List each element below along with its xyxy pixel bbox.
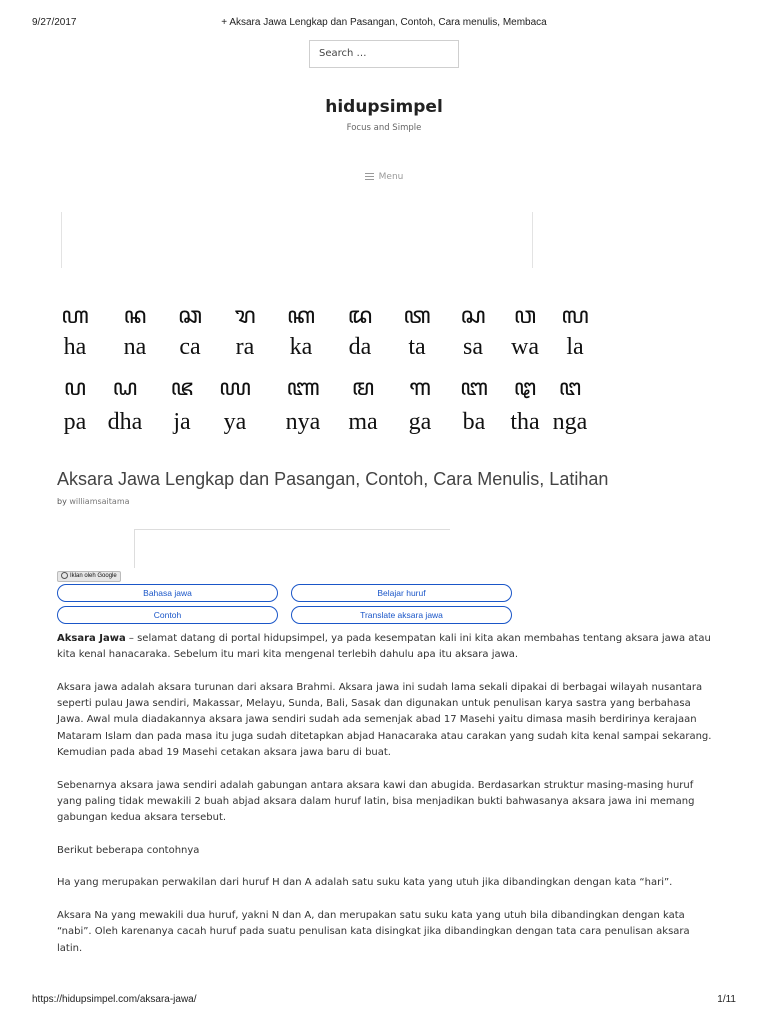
paragraph: Ha yang merupakan perwakilan dari huruf H dan A adalah satu suku kata yang utuh jika dibandingkan dengan kata “hari”. <box>57 877 673 889</box>
post-title: Aksara Jawa Lengkap dan Pasangan, Contoh, Cara Menulis, Latihan <box>57 469 609 489</box>
aksara-glyph: ꦏ <box>286 303 316 329</box>
lead-term: Aksara Jawa <box>57 633 126 644</box>
ad-frame-right-edge <box>532 212 533 268</box>
aksara-glyph: ꦭ <box>561 303 589 329</box>
aksara-latin-label: ga <box>408 409 432 435</box>
print-footer <box>32 994 736 1008</box>
aksara-latin-label: ta <box>408 334 426 360</box>
article-content <box>57 631 717 973</box>
aksara-glyph: ꦩ <box>351 375 375 401</box>
aksara-latin-label: pa <box>63 409 87 435</box>
print-doc-title: + Aksara Jawa Lengkap dan Pasangan, Contoh, Cara menulis, Membaca <box>221 17 547 28</box>
aksara-latin-label: nya <box>285 409 321 435</box>
byline <box>57 497 130 506</box>
ad-slot <box>134 529 450 568</box>
aksara-glyph: ꦥ <box>63 375 87 401</box>
aksara-latin-label: wa <box>511 334 539 360</box>
menu-toggle[interactable] <box>0 171 768 182</box>
print-page-number: 1/11 <box>717 994 736 1005</box>
menu-label: Menu <box>378 172 404 182</box>
ad-label[interactable] <box>57 571 121 582</box>
aksara-glyph: ꦢ <box>347 303 373 329</box>
ad-link-button[interactable]: Belajar huruf <box>291 584 512 602</box>
aksara-glyph: ꦠ <box>403 303 431 329</box>
info-icon <box>61 572 68 579</box>
byline-prefix: by <box>57 497 67 506</box>
aksara-latin-label: nga <box>552 409 588 435</box>
aksara-glyph: ꦗ <box>170 375 194 401</box>
aksara-latin-label: ka <box>289 334 313 360</box>
paragraph: Aksara Na yang mewakili dua huruf, yakni N dan A, dan merupakan satu suku kata yang utuh bila dibandingkan dengan kata “nabi”. Oleh karenanya cacah huruf pada suatu penulisan kata disingkat jika dibandingkan dengan tata cara penulisan aksara latin. <box>57 910 690 954</box>
aksara-latin-label: ja <box>173 409 191 435</box>
ad-link-button[interactable]: Contoh <box>57 606 278 624</box>
aksara-latin-label: dha <box>107 409 143 435</box>
aksara-glyph: ꦲ <box>61 303 89 329</box>
aksara-jawa-image <box>60 295 589 445</box>
print-date: 9/27/2017 <box>32 17 77 28</box>
aksara-latin-label: na <box>123 334 147 360</box>
aksara-latin-label: ya <box>223 409 247 435</box>
site-tagline: Focus and Simple <box>346 123 422 133</box>
aksara-glyph: ꦔ <box>558 375 582 401</box>
aksara-glyph: ꦕ <box>178 303 202 329</box>
aksara-glyph: ꦮ <box>513 303 537 329</box>
print-url: https://hidupsimpel.com/aksara-jawa/ <box>32 994 197 1005</box>
paragraph <box>57 631 717 664</box>
aksara-latin-label: tha <box>510 409 540 435</box>
aksara-glyph: ꦒ <box>409 375 431 401</box>
search-input[interactable]: Search … <box>309 40 459 68</box>
aksara-latin-label: ca <box>179 334 201 360</box>
aksara-glyph: ꦤ <box>123 303 147 329</box>
print-header <box>32 17 736 31</box>
hamburger-icon <box>365 171 374 182</box>
aksara-glyph: ꦱ <box>460 303 486 329</box>
aksara-glyph: ꦪ <box>219 375 251 401</box>
paragraph: Sebenarnya aksara jawa sendiri adalah gabungan antara aksara kawi dan abugida. Berdasarkan struktur masing-masing huruf yang paling tidak mewakili 2 buah abjad aksara dalam huruf latin, bisa menjadikan bukti bahwasanya aksara jawa ini memang gabungan kedua aksara tersebut. <box>57 779 695 824</box>
aksara-glyph: ꦝ <box>112 375 138 401</box>
site-title[interactable]: hidupsimpel <box>325 97 443 117</box>
aksara-latin-label: ma <box>348 409 378 435</box>
aksara-glyph: ꦫ <box>234 303 256 329</box>
paragraph: Berikut beberapa contohnya <box>57 844 200 856</box>
paragraph-text: – selamat datang di portal hidupsimpel, ya pada kesempatan kali ini kita akan membahas tentang aksara jawa atau kita kenal hanacaraka. Sebelum itu mari kita mengenal terlebih dahulu apa itu aksara jawa. <box>57 633 711 661</box>
aksara-glyph: ꦧ <box>460 375 488 401</box>
aksara-latin-label: sa <box>463 334 483 360</box>
aksara-glyph: ꦛ <box>513 375 537 401</box>
ad-frame-left-edge <box>61 212 62 268</box>
aksara-latin-label: la <box>566 334 584 360</box>
aksara-latin-label: ra <box>235 334 255 360</box>
ad-link-button[interactable]: Translate aksara jawa <box>291 606 512 624</box>
aksara-latin-label: da <box>348 334 372 360</box>
aksara-latin-label: ha <box>63 334 87 360</box>
paragraph: Aksara jawa adalah aksara turunan dari aksara Brahmi. Aksara jawa ini sudah lama sekali dipakai di berbagai wilayah nusantara seperti pulau Jawa sendiri, Makassar, Melayu, Sunda, Bali, Sasak dan digunakan untuk penulisan karya sastra yang berbahasa Jawa. Awal mula diadakannya aksara jawa sendiri sudah ada semenjak abad 17 Masehi yaitu dimasa masih berdirinya kerajaan Mataram Islam dan pada masa itu juga sudah ditetapkan abjad Hanacaraka atau carakan yang sudah kita kenal sampai sekarang. Kemudian pada abad 19 Masehi cetakan aksara jawa baru di buat. <box>57 681 712 759</box>
ad-label-text: Iklan oleh Google <box>70 573 117 580</box>
aksara-glyph: ꦚ <box>286 375 320 401</box>
author-link[interactable]: williamsaitama <box>69 497 130 506</box>
ad-link-button[interactable]: Bahasa jawa <box>57 584 278 602</box>
aksara-latin-label: ba <box>462 409 486 435</box>
